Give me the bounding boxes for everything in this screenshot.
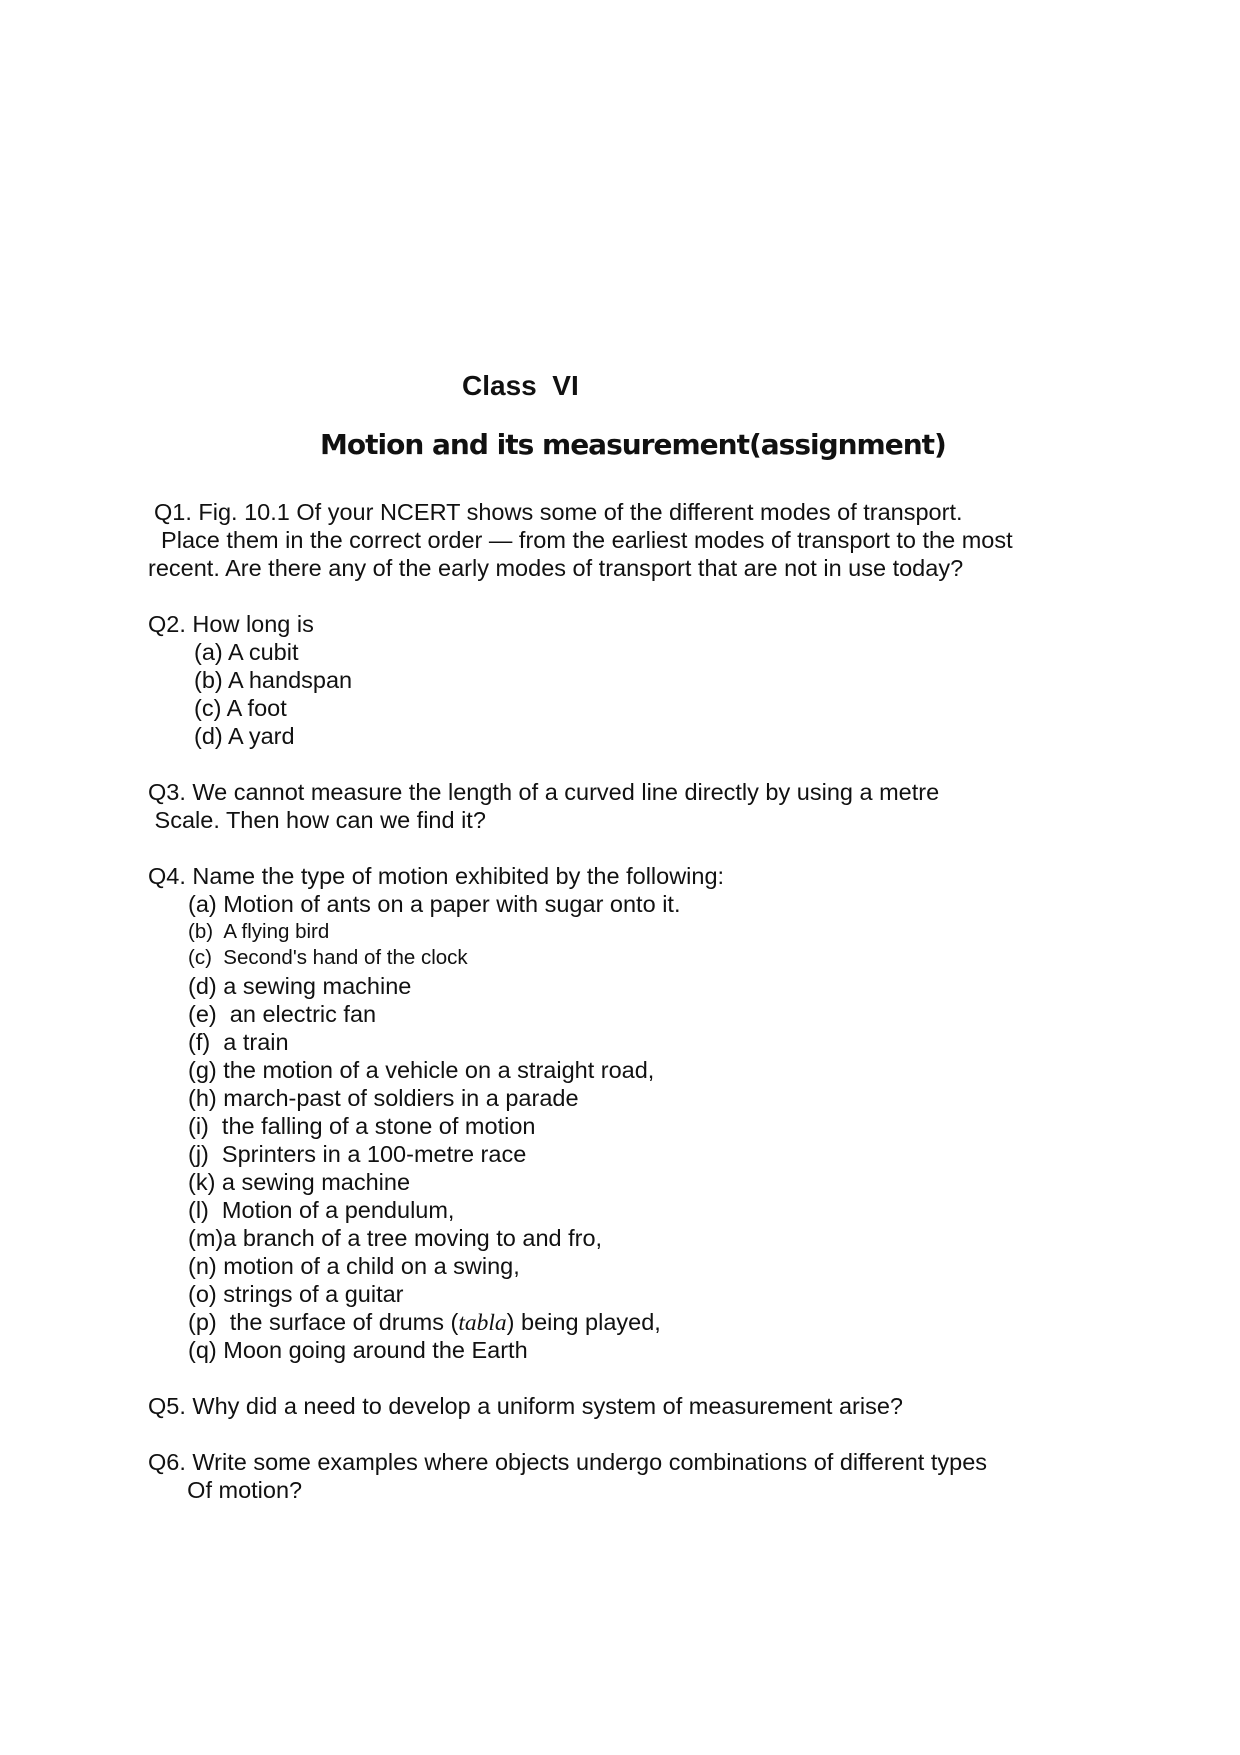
q5-question: Q5. Why did a need to develop a uniform system of measurement arise? (148, 1393, 903, 1419)
q2-item-a: (a) A cubit (194, 639, 299, 665)
q4-item-m: (m)a branch of a tree moving to and fro, (188, 1225, 603, 1251)
q4-item-e: (e) an electric fan (188, 1001, 377, 1027)
q4-item-o: (o) strings of a guitar (188, 1281, 404, 1307)
q2-item-d: (d) A yard (194, 723, 295, 749)
q4-item-h: (h) march-past of soldiers in a parade (188, 1085, 579, 1111)
q4-item-c: (c) Second's hand of the clock (188, 946, 468, 969)
q4-item-f: (f) a train (188, 1029, 289, 1055)
q4-item-k: (k) a sewing machine (188, 1169, 411, 1195)
q4-item-d: (d) a sewing machine (188, 973, 412, 999)
q4-item-p-before: (p) the surface of drums ( (188, 1309, 459, 1335)
q2-item-c: (c) A foot (194, 695, 287, 721)
q4-item-a: (a) Motion of ants on a paper with sugar onto it. (188, 891, 681, 917)
q4-item-q: (q) Moon going around the Earth (188, 1337, 528, 1363)
q4-item-n: (n) motion of a child on a swing, (188, 1253, 520, 1279)
q4-item-b: (b) A flying bird (188, 920, 330, 943)
q1-line-3: recent. Are there any of the early modes of transport that are not in use today? (148, 555, 964, 581)
q4-item-g: (g) the motion of a vehicle on a straight road, (188, 1057, 655, 1083)
q2-item-b: (b) A handspan (194, 667, 353, 693)
q4-item-j: (j) Sprinters in a 100-metre race (188, 1141, 527, 1167)
q3-line-2: Scale. Then how can we find it? (148, 807, 486, 833)
q1-line-1: Q1. Fig. 10.1 Of your NCERT shows some of the different modes of transport. (154, 499, 963, 525)
q1-line-2: Place them in the correct order — from the earliest modes of transport to the most (148, 527, 1013, 553)
q4-item-p-after: ) being played, (506, 1309, 661, 1335)
q6-line-1: Q6. Write some examples where objects undergo combinations of different types (148, 1449, 988, 1475)
q2-question: Q2. How long is (148, 611, 314, 637)
class-label: Class VI (462, 370, 579, 401)
page-title: Motion and its measurement(assignment) (320, 428, 946, 461)
q6-line-2: Of motion? (148, 1477, 303, 1503)
q4-item-l: (l) Motion of a pendulum, (188, 1197, 455, 1223)
q4-item-i: (i) the falling of a stone of motion (188, 1113, 536, 1139)
q4-item-p-italic: tabla (458, 1310, 507, 1336)
q4-item-p (188, 1308, 661, 1337)
q4-question: Q4. Name the type of motion exhibited by the following: (148, 863, 725, 889)
q3-line-1: Q3. We cannot measure the length of a curved line directly by using a metre (148, 779, 940, 805)
